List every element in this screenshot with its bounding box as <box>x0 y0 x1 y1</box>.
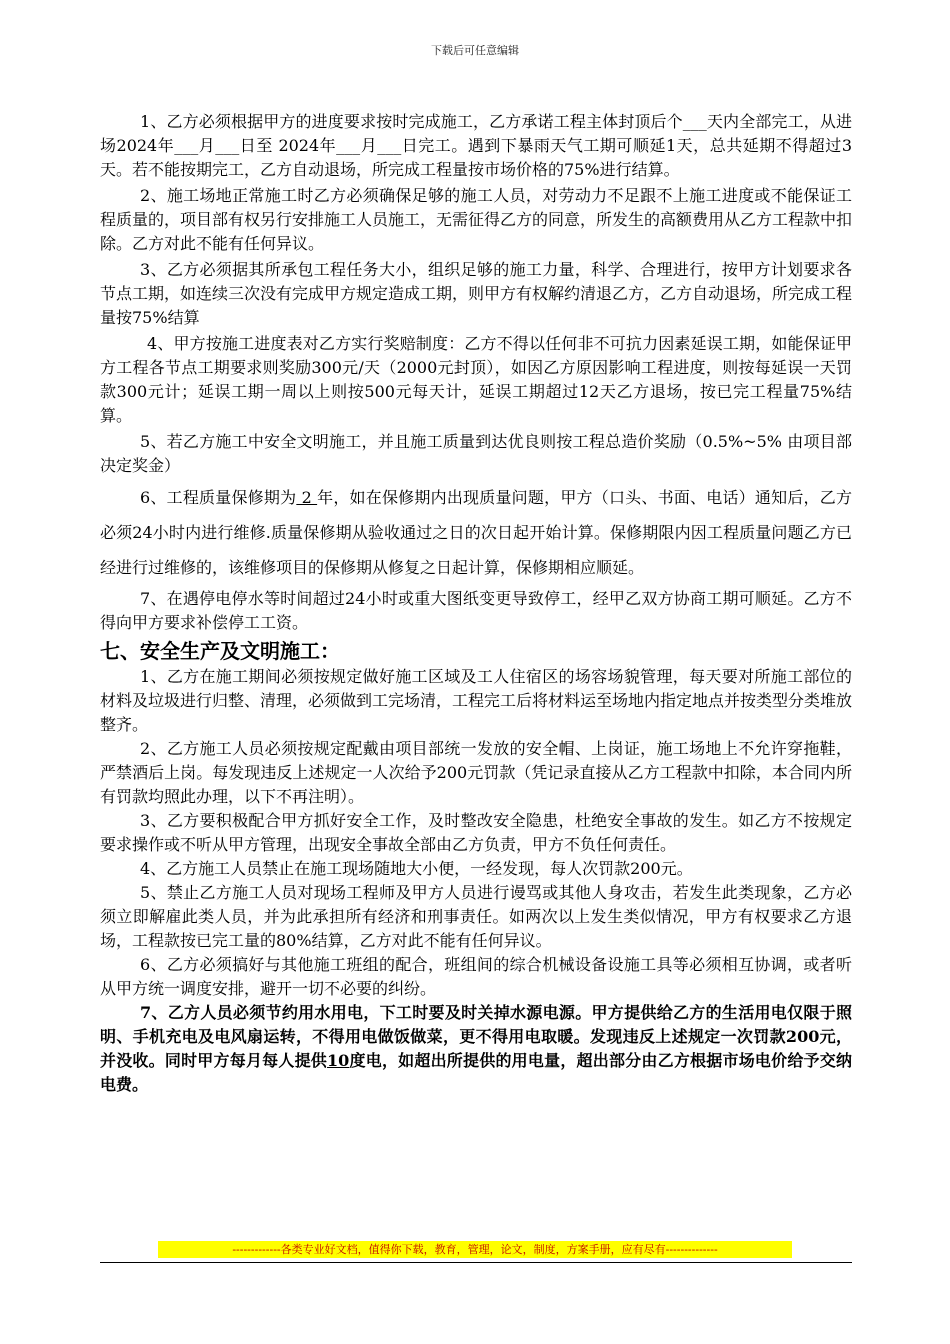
warranty-years: 2 <box>296 488 318 507</box>
section-7-clause-3: 3、乙方要积极配合甲方抓好安全工作，及时整改安全隐患，杜绝安全事故的发生。如乙方不按规定要求操作或不听从甲方管理，出现安全事故全部由乙方负责，甲方不负任何责任。 <box>100 811 852 854</box>
kwh-allowance: 10 <box>327 1051 350 1070</box>
section-7-clause-5: 5、禁止乙方施工人员对现场工程师及甲方人员进行谩骂或其他人身攻击，若发生此类现象，乙方必须立即解雇此类人员，并为此承担所有经济和刑事责任。如两次以上发生类似情况，甲方有权要求乙方退场，工程款按已完工量的80%结算，乙方对此不能有任何异议。 <box>100 883 852 950</box>
clause-2: 2、施工场地正常施工时乙方必须确保足够的施工人员，对劳动力不足跟不上施工进度或不能保证工程质量的，项目部有权另行安排施工人员施工，无需征得乙方的同意，所发生的高额费用从乙方工程款中扣除。乙方对此不能有任何异议。 <box>100 186 853 253</box>
clause-7: 7、在遇停电停水等时间超过24小时或重大图纸变更导致停工，经甲乙双方协商工期可顺延。乙方不得向甲方要求补偿停工工资。 <box>100 589 852 632</box>
footer-banner: -------------各类专业好文档，值得你下载，教育，管理，论文，制度，方案手册，应有尽有-------------- <box>158 1241 792 1258</box>
section-7-clause-4: 4、乙方施工人员禁止在施工现场随地大小便，一经发现，每人次罚款200元。 <box>140 859 693 878</box>
clause-1: 1、乙方必须根据甲方的进度要求按时完成施工，乙方承诺工程主体封顶后个___天内全部完工，从进场2024年___月___日至 2024年___月___日完工。遇到下暴雨天气工期可顺延1天，总共延期不得超过3天。若不能按期完工，乙方自动退场，所完成工程量按市场价格的75%进行结算。 <box>100 112 852 179</box>
page-header: 下载后可任意编辑 <box>431 44 519 57</box>
section-7-title: 七、安全生产及文明施工： <box>100 639 340 663</box>
section-7-clause-7-lead: 7、乙方人员必须节约用水用电，下工时要及时关掉水源电源。甲方提供给乙方的生活用电仅限于照明、手机充电及电风扇运转，不得用电做饭做菜，更不得用电取暖。发现违反上述规定一次罚款200元，并没收。同时甲方每月每人提供 <box>100 1003 852 1070</box>
section-7-clause-7-rest: 度电，如超出所提供的用电量，超出部分由乙方根据市场电价给予交纳电费。 <box>100 1051 852 1094</box>
clause-4: 4、甲方按施工进度表对乙方实行奖赔制度：乙方不得以任何非不可抗力因素延误工期，如能保证甲方工程各节点工期要求则奖励300元/天（2000元封顶），如因乙方原因影响工程进度，则按每延误一天罚款300元计；延误工期一周以上则按500元每天计，延误工期超过12天乙方退场，按已完工程量75%结算。 <box>100 334 852 425</box>
section-7-clause-7 <box>100 1001 852 1097</box>
clause-5: 5、若乙方施工中安全文明施工，并且施工质量到达优良则按工程总造价奖励（0.5%~5% 由项目部决定奖金） <box>100 432 852 475</box>
footer-divider <box>100 1262 852 1263</box>
clause-3: 3、乙方必须据其所承包工程任务大小，组织足够的施工力量，科学、合理进行，按甲方计划要求各节点工期，如连续三次没有完成甲方规定造成工期，则甲方有权解约清退乙方，乙方自动退场，所完成工程量按75%结算 <box>100 260 853 327</box>
clause-6-rest: 年，如在保修期内出现质量问题，甲方（口头、书面、电话）通知后，乙方必须24小时内进行维修.质量保修期从验收通过之日的次日起开始计算。保修期限内因工程质量问题乙方已经进行过维修的，该维修项目的保修期从修复之日起计算，保修期相应顺延。 <box>100 488 852 577</box>
contract-body <box>100 110 852 1097</box>
clause-6 <box>100 480 852 585</box>
section-7-clause-2: 2、乙方施工人员必须按规定配戴由项目部统一发放的安全帽、上岗证，施工场地上不允许穿拖鞋，严禁酒后上岗。每发现违反上述规定一人次给予200元罚款（凭记录直接从乙方工程款中扣除，本合同内所有罚款均照此办理，以下不再注明）。 <box>100 739 852 806</box>
clause-6-lead: 6、工程质量保修期为 <box>140 488 297 507</box>
section-7-clause-1: 1、乙方在施工期间必须按规定做好施工区域及工人住宿区的场容场貌管理，每天要对所施工部位的材料及垃圾进行归整、清理，必须做到工完场清，工程完工后将材料运至场地内指定地点并按类型分类堆放整齐。 <box>100 667 853 734</box>
section-7-clause-6: 6、乙方必须搞好与其他施工班组的配合，班组间的综合机械设备设施工具等必须相互协调，或者听从甲方统一调度安排，避开一切不必要的纠纷。 <box>100 955 852 998</box>
